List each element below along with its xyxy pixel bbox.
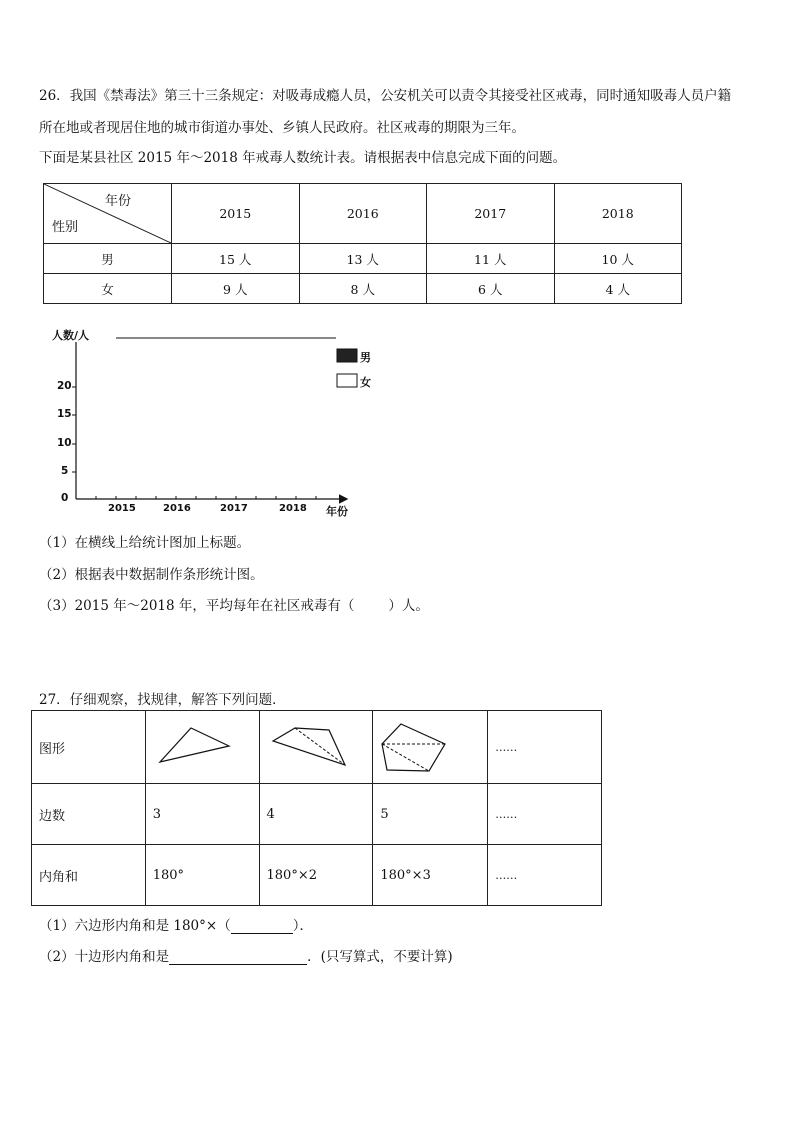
year-header-cell: 2015	[172, 184, 300, 244]
q26-sub2: （2）根据表中数据制作条形统计图。	[39, 567, 264, 583]
figure-cell-pentagon	[373, 711, 488, 784]
sides-cell: 5	[373, 784, 488, 845]
legend-female-swatch	[337, 374, 357, 387]
q27-sub1	[39, 914, 313, 934]
q27-sub1-answer-blank[interactable]	[231, 919, 293, 934]
row-label-angle-sum: 内角和	[32, 845, 146, 906]
q27-sub2-suffix: ．(只写算式，不要计算)	[307, 949, 453, 965]
chart-y-label: 人数/人	[52, 329, 90, 342]
q26-sub3-suffix: ）人。	[388, 598, 429, 614]
x-tick-label: 2017	[220, 503, 248, 514]
table-header-diagonal-cell	[44, 184, 172, 244]
angle-sum-cell: ……	[488, 845, 602, 906]
angle-sum-cell: 180°	[145, 845, 259, 906]
y-tick-label: 5	[61, 465, 69, 477]
sides-cell: 3	[145, 784, 259, 845]
row-label-sides: 边数	[32, 784, 146, 845]
legend-male-swatch	[337, 349, 357, 362]
chart-x-label: 年份	[326, 505, 348, 518]
sides-cell: 4	[259, 784, 373, 845]
triangle-figure	[146, 711, 260, 783]
q27-title: 27．仔细观察，找规律，解答下列问题．	[39, 692, 286, 708]
table-row-female	[44, 274, 682, 304]
q27-pattern-table	[31, 710, 602, 906]
q26-line1: 26．我国《禁毒法》第三十三条规定：对吸毒成瘾人员，公安机关可以责令其接受社区戒毒，同时通知吸毒人员户籍	[39, 88, 732, 104]
q27-sub2-answer-blank[interactable]	[169, 950, 307, 965]
q27-sub1-prefix: （1）六边形内角和是 180°×（	[39, 918, 231, 934]
q26-sub1: （1）在横线上给统计图加上标题。	[39, 535, 251, 551]
q27-sub2-prefix: （2）十边形内角和是	[39, 949, 170, 965]
year-header-cell: 2018	[554, 184, 682, 244]
table-cell: 13 人	[299, 244, 427, 274]
q26-line3: 下面是某县社区 2015 年～2018 年戒毒人数统计表。请根据表中信息完成下面的问题。	[39, 150, 567, 166]
angle-sum-cell: 180°×2	[259, 845, 373, 906]
table-cell: 4 人	[554, 274, 682, 304]
q27-sub1-suffix: ）．	[292, 918, 313, 934]
row-label-figure: 图形	[32, 711, 146, 784]
year-header-cell: 2016	[299, 184, 427, 244]
x-tick-label: 2015	[108, 503, 136, 514]
y-tick-label: 0	[61, 492, 69, 504]
y-tick-label: 10	[57, 437, 72, 449]
q26-sub3-prefix: （3）2015 年～2018 年，平均每年在社区戒毒有（	[39, 598, 355, 614]
pentagon-figure	[373, 711, 488, 783]
table-cell: 9 人	[172, 274, 300, 304]
q26-line2: 所在地或者现居住地的城市街道办事处、乡镇人民政府。社区戒毒的期限为三年。	[39, 120, 525, 136]
table-cell: 15 人	[172, 244, 300, 274]
legend-male-label: 男	[360, 351, 371, 364]
table-cell: 10 人	[554, 244, 682, 274]
blank-bar-chart	[40, 322, 370, 522]
table-row-male	[44, 244, 682, 274]
sides-cell: ……	[488, 784, 602, 845]
q26-data-table	[43, 183, 682, 304]
table-cell: 8 人	[299, 274, 427, 304]
y-tick-label: 20	[57, 380, 72, 392]
q27-sub2	[39, 945, 453, 965]
row-label-female: 女	[44, 274, 172, 304]
x-tick-label: 2018	[279, 503, 307, 514]
row-label-male: 男	[44, 244, 172, 274]
angle-sum-cell: 180°×3	[373, 845, 488, 906]
table-cell: 6 人	[427, 274, 555, 304]
q26-sub3	[39, 594, 429, 614]
header-year-label: 年份	[104, 194, 131, 209]
year-header-cell: 2017	[427, 184, 555, 244]
x-tick-label: 2016	[163, 503, 191, 514]
y-tick-label: 15	[57, 408, 72, 420]
legend-female-label: 女	[360, 376, 371, 389]
figure-cell-triangle	[145, 711, 259, 784]
figure-cell-quadrilateral	[259, 711, 373, 784]
table-cell: 11 人	[427, 244, 555, 274]
quadrilateral-figure	[260, 711, 374, 783]
figure-ellipsis-cell: ……	[488, 711, 602, 784]
header-gender-label: 性别	[52, 220, 79, 235]
